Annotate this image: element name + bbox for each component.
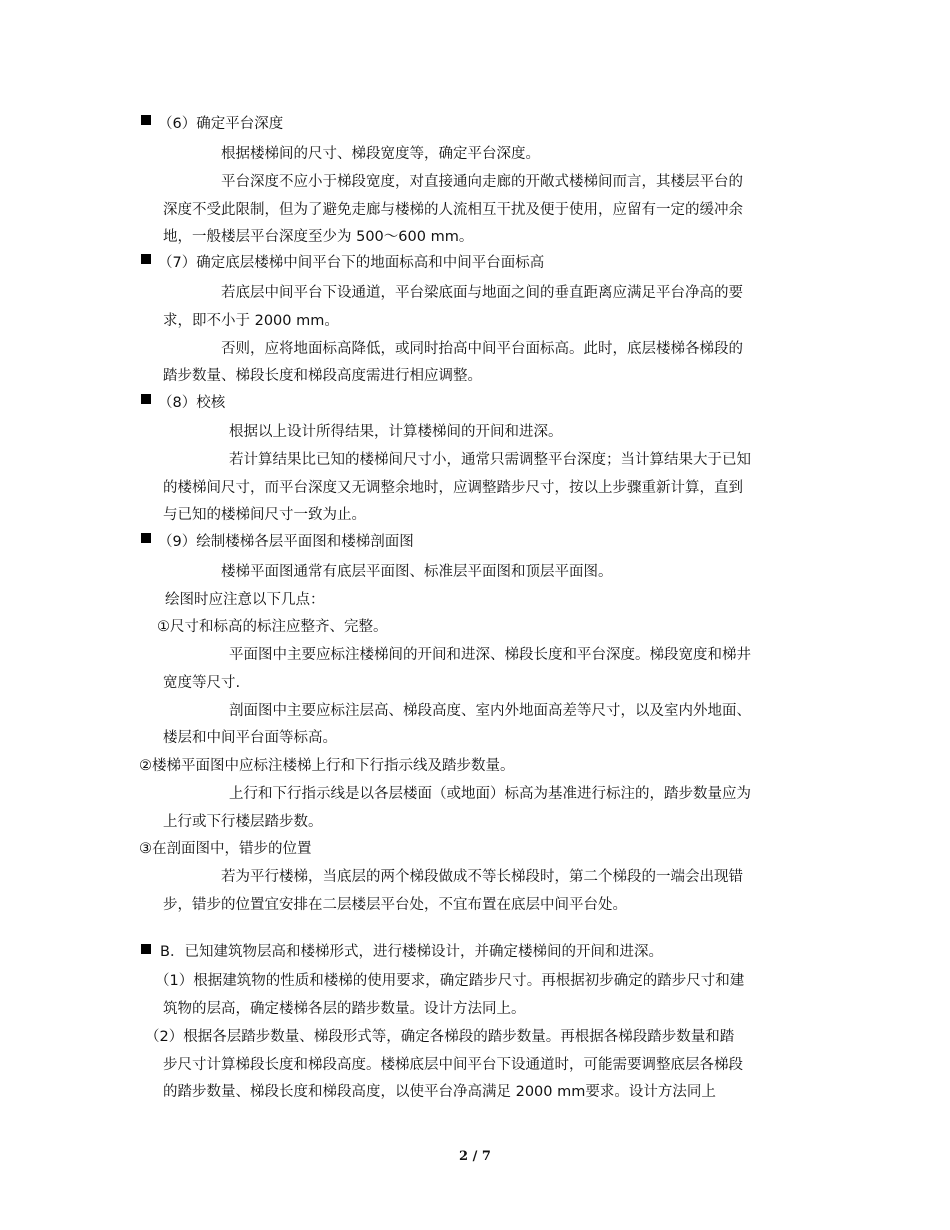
section-7-paragraph-1-line-2: 求，即不小于 2000 mm。: [163, 313, 339, 329]
section-b-heading: B．已知建筑物层高和楼梯形式，进行楼梯设计，并确定楼梯间的开间和进深。: [160, 944, 663, 960]
section-9-item-1-paragraph-1-line-1: 平面图中主要应标注楼梯间的开间和进深、梯段长度和平台深度。梯段宽度和梯井: [229, 647, 751, 663]
section-b-paragraph-2-line-1: （2）根据各层踏步数量、梯段形式等，确定各梯段的踏步数量。再根据各梯段踏步数量和踏: [145, 1029, 735, 1045]
section-9-item-2-paragraph-1-line-2: 上行或下行楼层踏步数。: [163, 814, 323, 830]
page-number: 2 / 7: [459, 1149, 491, 1164]
section-9-paragraph-1: 楼梯平面图通常有底层平面图、标准层平面图和顶层平面图。: [221, 564, 613, 580]
section-6-paragraph-2-line-2: 深度不受此限制，但为了避免走廊与楼梯的人流相互干扰及便于使用，应留有一定的缓冲余: [163, 202, 743, 218]
section-6-paragraph-1: 根据楼梯间的尺寸、梯段宽度等，确定平台深度。: [221, 146, 540, 162]
section-7-paragraph-1-line-1: 若底层中间平台下设通道，平台梁底面与地面之间的垂直距离应满足平台净高的要: [221, 285, 743, 301]
section-8-paragraph-1: 根据以上设计所得结果，计算楼梯间的开间和进深。: [229, 424, 563, 440]
section-6-paragraph-2-line-1: 平台深度不应小于梯段宽度，对直接通向走廊的开敞式楼梯间而言，其楼层平台的: [221, 174, 743, 190]
section-8-heading: （8）校核: [158, 395, 226, 411]
section-6-heading: （6）确定平台深度: [158, 116, 284, 132]
section-7-paragraph-2-line-1: 否则，应将地面标高降低，或同时抬高中间平台面标高。此时，底层楼梯各梯段的: [221, 341, 743, 357]
section-8-paragraph-2-line-1: 若计算结果比已知的楼梯间尺寸小，通常只需调整平台深度；当计算结果大于已知: [229, 452, 751, 468]
section-9-item-1-paragraph-1-line-2: 宽度等尺寸.: [163, 675, 241, 691]
section-9-item-3: ③在剖面图中，错步的位置: [139, 841, 312, 857]
section-9-item-1-paragraph-2-line-1: 剖面图中主要应标注层高、梯段高度、室内外地面高差等尺寸，以及室内外地面、: [229, 703, 751, 719]
section-7-heading: （7）确定底层楼梯中间平台下的地面标高和中间平台面标高: [158, 255, 545, 271]
section-8-paragraph-2-line-2: 的楼梯间尺寸，而平台深度又无调整余地时，应调整踏步尺寸，按以上步骤重新计算，直到: [163, 480, 743, 496]
section-9-item-1: ①尺寸和标高的标注应整齐、完整。: [157, 619, 388, 635]
section-9-item-1-paragraph-2-line-2: 楼层和中间平台面等标高。: [163, 730, 337, 746]
section-9-item-2-paragraph-1-line-1: 上行和下行指示线是以各层楼面（或地面）标高为基准进行标注的，踏步数量应为: [229, 786, 751, 802]
section-9-heading: （9）绘制楼梯各层平面图和楼梯剖面图: [158, 534, 414, 550]
section-6-paragraph-2-line-3: 地，一般楼层平台深度至少为 500～600 mm。: [163, 229, 474, 245]
section-8-paragraph-2-line-3: 与已知的楼梯间尺寸一致为止。: [163, 507, 366, 523]
bullet-square-icon: [141, 533, 151, 543]
section-9-paragraph-2: 绘图时应注意以下几点：: [165, 592, 325, 608]
bullet-square-icon: [141, 115, 151, 125]
section-7-paragraph-2-line-2: 踏步数量、梯段长度和梯段高度需进行相应调整。: [163, 368, 482, 384]
section-9-item-3-paragraph-1-line-2: 步，错步的位置宜安排在二层楼层平台处，不宜布置在底层中间平台处。: [163, 897, 627, 913]
section-9-item-3-paragraph-1-line-1: 若为平行楼梯，当底层的两个梯段做成不等长梯段时，第二个梯段的一端会出现错: [221, 869, 743, 885]
section-b-paragraph-1-line-2: 筑物的层高，确定楼梯各层的踏步数量。设计方法同上。: [163, 1001, 526, 1017]
bullet-square-icon: [141, 394, 151, 404]
section-b-paragraph-2-line-3: 的踏步数量、梯段长度和梯段高度，以使平台净高满足 2000 mm要求。设计方法同上: [163, 1084, 716, 1100]
section-9-item-2: ②楼梯平面图中应标注楼梯上行和下行指示线及踏步数量。: [139, 758, 515, 774]
section-b-paragraph-2-line-2: 步尺寸计算梯段长度和梯段高度。楼梯底层中间平台下设通道时，可能需要调整底层各梯段: [163, 1057, 743, 1073]
section-b-paragraph-1-line-1: （1）根据建筑物的性质和楼梯的使用要求，确定踏步尺寸。再根据初步确定的踏步尺寸和建: [155, 973, 745, 989]
bullet-square-icon: [141, 944, 151, 954]
bullet-square-icon: [141, 254, 151, 264]
